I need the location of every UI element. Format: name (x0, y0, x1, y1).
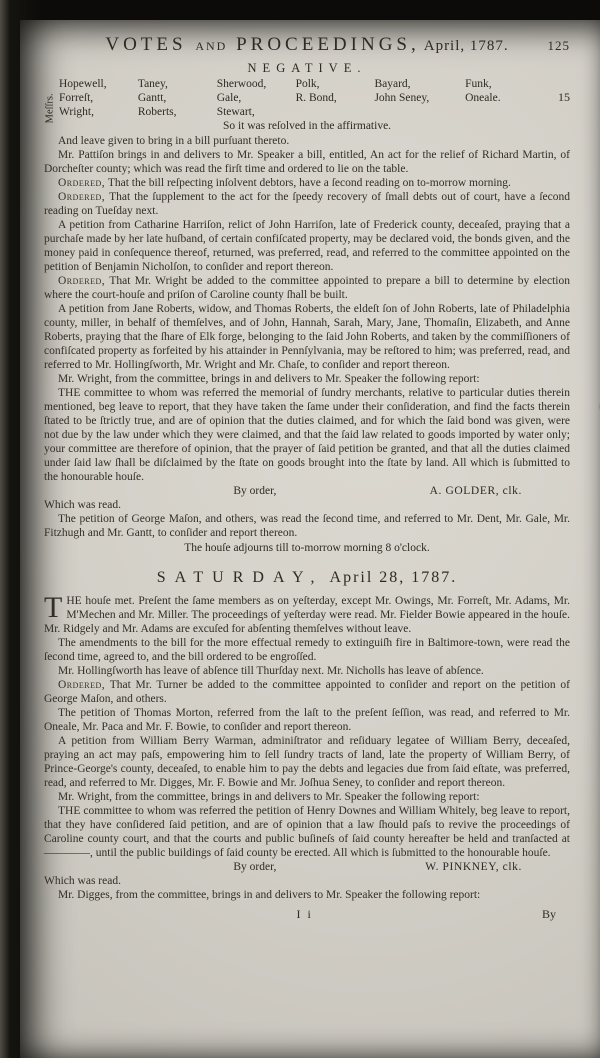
page-content (44, 34, 570, 923)
journal-title-proceedings: PROCEEDINGS, (236, 34, 420, 55)
messrs-label (44, 77, 59, 124)
ordered-text: That Mr. Turner be added to the committee appointed to conſider and report on the petition of George Maſon, and others. (44, 678, 570, 705)
voter-name: Polk, (295, 78, 320, 90)
paragraph-harrison-petition: A petition from Catharine Harriſon, relict of John Harriſon, late of Frederick county, deceaſed, praying that a purchaſe made by her late huſband, of certain confiſcated property, may be declared void, the bonds given, and the money paid in conſequence thereof, returned, was preferred, read, and referred to the committee appointed on the petition of Benjamin Nicholſon, to conſider and report thereon. (44, 219, 570, 274)
paragraph-leave-of-absence: Mr. Hollingſworth has leave of abſence till Thurſday next. Mr. Nicholls has leave of abſence. (58, 664, 484, 677)
by-order-label: By order, (233, 485, 277, 498)
paragraph-house-met (44, 590, 570, 636)
clerk-signature: A. GOLDER, clk. (429, 485, 522, 498)
journal-title-and: AND (195, 39, 228, 53)
saturday-heading (44, 569, 570, 587)
voter-name: Sherwood, (216, 78, 267, 90)
vote-count: 15 (557, 90, 570, 104)
negative-heading: NEGATIVE. (247, 61, 367, 75)
paragraph-which-was-read-1: Which was read. (44, 499, 121, 512)
voter-name: Oneale. (465, 92, 501, 105)
journal-title-votes: VOTES (105, 34, 187, 55)
paragraph-pattison-bill: Mr. Pattiſon brings in and delivers to Mr. Speaker a bill, entitled, An act for the relief of Richard Martin, of Dorcheſter county; which was read the firſt time and ordered to lie on the table. (44, 149, 570, 176)
voter-name: Gale, (216, 92, 242, 105)
ordered-lead: Ordered, (58, 177, 106, 190)
page-number: 125 (547, 38, 570, 53)
negative-vote-table (44, 77, 570, 124)
paragraph-amendments-fire-bill: The amendments to the bill for the more effectual remedy to extinguiſh fire in Baltimore-town, were read the ſecond time, agreed to, and the bill ordered to be engroſſed. (44, 636, 570, 663)
ordered-text: That the ſupplement to the act for the ſpeedy recovery of ſmall debts out of court, have a ſecond reading on Tueſday next. (44, 191, 571, 218)
journal-date: April, 1787. (423, 38, 509, 54)
by-order-line-golder (44, 484, 570, 498)
catchword: By (541, 906, 556, 921)
voter-name: John Seney, (374, 92, 430, 105)
by-order-label: By order, (233, 860, 277, 873)
paragraph-ordered-turner (44, 678, 570, 706)
messrs-text: Meſſrs. (44, 93, 56, 124)
paragraph-wright-report-intro-2: Mr. Wright, from the committee, brings in and delivers to Mr. Speaker the following report: (58, 790, 480, 803)
house-met-text: HE houſe met. Preſent the ſame members as on yeſterday, except Mr. Owings, Mr. Forreſt, Mr. Adams, Mr. M'Mechen and Mr. Miller. The proceedings of yeſterday were read. Mr. Fielder Bowie appeared in the houſe. Mr. Ridgely and Mr. Adams are excuſed for abſenting themſelves without leave. (44, 594, 570, 635)
paragraph-downes-report: THE committee to whom was referred the petition of Henry Downes and William Whitely, beg leave to report, that they have conſidered ſaid petition, and are of opinion that a law ſhould paſs to revive the proceedings of Caroline county court, and that the courts and public buſineſs of ſaid county hereafter be held and tranſacted at ————, until the public buildings of ſaid county be erected. All which is ſubmitted to the honourable houſe. (44, 804, 570, 859)
paragraph-ordered-supplement (44, 190, 570, 218)
paragraph-ordered-wright (44, 274, 570, 302)
ordered-lead: Ordered, (58, 275, 106, 288)
voter-name: Forreſt, (59, 92, 94, 105)
paragraph-leave-given: And leave given to bring in a bill purſuant thereto. (58, 135, 290, 148)
vote-column-1 (59, 77, 138, 119)
voter-name: Funk, (465, 78, 492, 90)
document-page (20, 20, 600, 1058)
voter-name: R. Bond, (295, 92, 337, 105)
journal-title (105, 34, 419, 55)
ordered-lead: Ordered, (58, 191, 106, 204)
page-footer (44, 907, 570, 923)
vote-column-3 (217, 77, 296, 119)
voter-name: Roberts, (137, 106, 177, 119)
ordered-text: That the bill reſpecting inſolvent debtors, have a ſecond reading on to-morrow morning. (107, 177, 511, 190)
page-header (44, 34, 570, 56)
paragraph-morton-petition: The petition of Thomas Morton, referred from the laſt to the preſent ſeſſion, was read, and referred to Mr. Oneale, Mr. Paca and Mr. F. Bowie, to conſider and report thereon. (44, 706, 570, 733)
resolution-line: So it was reſolved in the affirmative. (222, 120, 392, 133)
ordered-text: That Mr. Wright be added to the committee appointed to prepare a bill to determine by election where the court-houſe and priſon of Caroline county ſhall be built. (44, 275, 570, 302)
clerk-signature: W. PINKNEY, clk. (425, 860, 522, 873)
voter-name: Taney, (137, 78, 168, 90)
paragraph-which-was-read-2: Which was read. (44, 874, 121, 887)
paragraph-ordered-insolvent (44, 176, 570, 190)
voter-name: Stewart, (216, 106, 255, 119)
vote-column-6 (465, 77, 544, 119)
paragraph-mason-petition: The petition of George Maſon, and others, was read the ſecond time, and referred to Mr. Dent, Mr. Gale, Mr. Fitzhugh and Mr. Gantt, to conſider and report thereon. (44, 513, 570, 540)
vote-column-5 (374, 77, 465, 119)
voter-name: Gantt, (137, 92, 167, 105)
voter-name: Hopewell, (59, 78, 107, 90)
paragraph-adjourn: The houſe adjourns till to-morrow morning 8 o'clock. (184, 541, 430, 554)
drop-cap: T (44, 590, 63, 624)
paragraph-roberts-petition: A petition from Jane Roberts, widow, and Thomas Roberts, the eldeſt ſon of John Roberts, late of Philadelphia county, miller, in behalf of themſelves, and of John, Hannah, Sarah, Mary, Jane, Thomaſin, Elizabeth, and Anne Roberts, praying that the ſhare of Elk forge, belonging to the ſaid John Roberts, and taken by the commiſſioners of confiſcated property as forfeited by his attainder in Pennſylvania, may be reſtored to him; was preferred, read, and referred to Mr. Hollingſworth, Mr. Wright and Mr. Chaſe, to conſider and report thereon. (44, 303, 570, 372)
paragraph-digges-report-intro: Mr. Digges, from the committee, brings in and delivers to Mr. Speaker the following report: (58, 888, 481, 901)
paragraph-warman-petition: A petition from William Berry Warman, adminiſtrator and reſiduary legatee of William Berry, deceaſed, praying an act may paſs, empowering him to ſell ſundry tracts of land, late the property of William Berry, of Prince-George's county, deceaſed, to enable him to pay the debts and legacies due from ſaid eſtate, was preferred, read, and referred to Mr. Digges, Mr. F. Bowie and Mr. Joſhua Seney, to conſider and report thereon. (44, 734, 570, 789)
voter-name: Wright, (59, 106, 94, 119)
paragraph-wright-report-intro: Mr. Wright, from the committee, brings in and delivers to Mr. Speaker the following report: (58, 373, 480, 386)
by-order-line-pinkney (44, 860, 570, 874)
voter-name: Bayard, (374, 78, 411, 90)
paragraph-merchants-report: THE committee to whom was referred the memorial of ſundry merchants, relative to particular duties therein mentioned, beg leave to report, that they have taken the ſame under their conſideration, and find the facts therein ſtated to be ſtrictly true, and are of opinion that the duties claimed, and for which the ſaid bond was given, were not due by the law under which they were claimed, and that the ſaid law related to goods imported by water only; your committee are therefore of opinion, that the prayer of ſaid petition be granted, and that all the duties claimed under ſaid law ſhall be diſclaimed by the ſtate on goods brought into the ſtate by land. All which is ſubmitted to the honourable houſe. (44, 387, 570, 484)
signature-mark: I i (296, 906, 313, 921)
vote-column-2 (138, 77, 217, 119)
saturday-date: April 28, 1787. (329, 568, 458, 586)
saturday-day: SATURDAY, (156, 568, 324, 586)
vote-column-4 (296, 77, 375, 119)
ordered-lead: Ordered, (58, 678, 106, 691)
